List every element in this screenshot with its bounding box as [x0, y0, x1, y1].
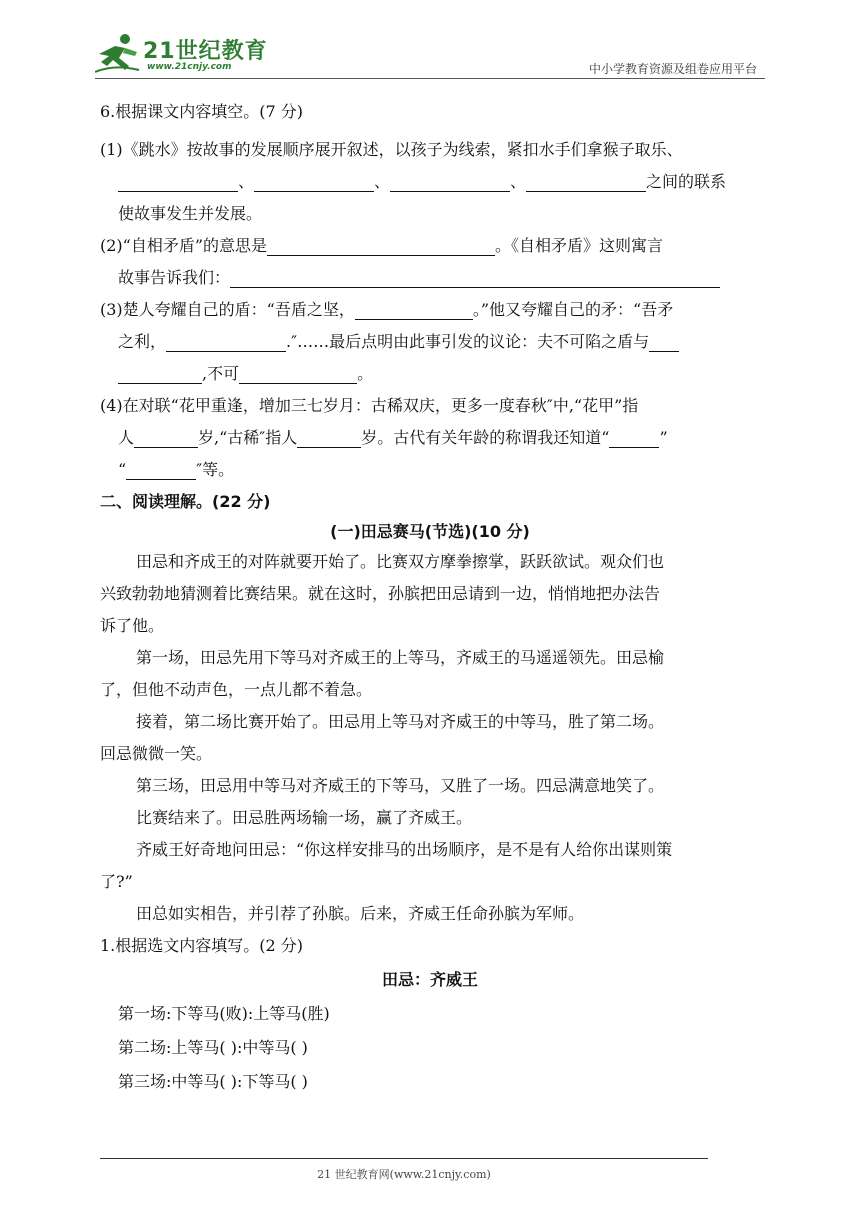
runner-logo-icon: [95, 32, 141, 74]
blank-field[interactable]: [526, 175, 646, 192]
match-row-3[interactable]: 第三场:中等马( ):下等马( ): [118, 1072, 308, 1091]
q6-part3-line1: (3)楚人夸耀自己的盾：“吾盾之坚， 。”他又夸耀自己的矛：“吾矛: [100, 300, 674, 319]
q6-part4-line1: (4)在对联“花甲重逢，增加三七岁月：古稀双庆，更多一度春秋″中,“花甲”指: [100, 396, 639, 415]
blank-field[interactable]: [297, 431, 361, 448]
blank-field[interactable]: [118, 175, 238, 192]
logo-text: 21世纪教育: [143, 39, 268, 64]
q6-part3-line3: ,不可 。: [118, 364, 373, 384]
q6-part1-line3: 使故事发生并发展。: [118, 204, 263, 223]
match-table-title: 田忌：齐威王: [381, 970, 478, 989]
blank-field[interactable]: [239, 367, 357, 384]
footer-text: 21 世纪教育网(www.21cnjy.com): [317, 1168, 491, 1181]
match-row-2[interactable]: 第二场:上等马( ):中等马( ): [118, 1038, 308, 1057]
passage-para6-line1: 齐威王好奇地问田忌：“你这样安排马的出场顺序，是不是有人给你出谋则策: [136, 840, 673, 859]
blank-field[interactable]: [254, 175, 374, 192]
page-header: [95, 30, 765, 80]
q6-part1-line1: (1)《跳水》按故事的发展顺序展开叙述，以孩子为线索，紧扣水手们拿猴子取乐、: [100, 140, 683, 159]
passage-title: (一)田忌赛马(节选)(10 分): [330, 522, 530, 541]
logo-url: www.21cnjy.com: [147, 62, 232, 72]
blank-field[interactable]: [134, 431, 198, 448]
q6-part3-line2: 之利， .″……最后点明由此事引发的议论：夫不可陷之盾与: [118, 332, 679, 352]
q6-part4-line2: 人 岁,“古稀″指人 岁。古代有关年龄的称谓我还知道“ ”: [118, 428, 668, 447]
blank-field[interactable]: [267, 239, 495, 256]
passage-para2-line2: 了，但他不动声色，一点儿都不着急。: [100, 680, 373, 699]
q6-part2-line2: 故事告诉我们：: [118, 268, 720, 288]
passage-para6-line2: 了?”: [100, 872, 133, 891]
passage-para1-line3: 诉了他。: [100, 616, 165, 635]
logo: [95, 30, 275, 76]
q6-title: 6.根据课文内容填空。(7 分): [100, 102, 304, 121]
blank-field[interactable]: [126, 463, 196, 480]
q6-part4-line3: “ ″等。: [118, 460, 235, 479]
blank-field[interactable]: [166, 335, 286, 352]
passage-para3-line2: 回忌微微一笑。: [100, 744, 213, 763]
passage-para1-line2: 兴致勃勃地猜测着比赛结果。就在这时，孙膑把田忌请到一边，悄悄地把办法告: [100, 584, 661, 603]
passage-para7: 田总如实相告，并引荐了孙膑。后来，齐威王任命孙膑为军师。: [136, 904, 585, 923]
header-platform-text: 中小学教育资源及组卷应用平台: [588, 62, 757, 76]
passage-para5: 比赛结来了。田忌胜两场输一场，赢了齐威王。: [136, 808, 473, 827]
passage-para3-line1: 接着，第二场比赛开始了。田忌用上等马对齐威王的中等马，胜了第二场。: [136, 712, 665, 731]
match-row-1: 第一场:下等马(败):上等马(胜): [118, 1004, 330, 1023]
blank-field[interactable]: [355, 303, 473, 320]
blank-field[interactable]: [390, 175, 510, 192]
header-divider: [95, 78, 765, 79]
reading-q1-title: 1.根据选文内容填写。(2 分): [100, 936, 304, 955]
q6-part1-line2: 、 、 、 之间的联系: [118, 172, 726, 192]
blank-field[interactable]: [118, 367, 202, 384]
blank-field[interactable]: [609, 431, 659, 448]
section2-title: 二、阅读理解。(22 分): [100, 492, 271, 511]
passage-para2-line1: 第一场，田忌先用下等马对齐威王的上等马，齐威王的马遥遥领先。田忌榆: [136, 648, 665, 667]
footer-divider: [100, 1158, 708, 1159]
blank-field[interactable]: [649, 335, 679, 352]
q6-part2-line1: (2)“自相矛盾”的意思是 。《自相矛盾》这则寓言: [100, 236, 664, 255]
passage-para1-line1: 田忌和齐成王的对阵就要开始了。比赛双方摩拳擦掌，跃跃欲试。观众们也: [136, 552, 665, 571]
passage-para4: 第三场，田忌用中等马对齐威王的下等马，又胜了一场。四忌满意地笑了。: [136, 776, 665, 795]
blank-field[interactable]: [230, 271, 720, 288]
